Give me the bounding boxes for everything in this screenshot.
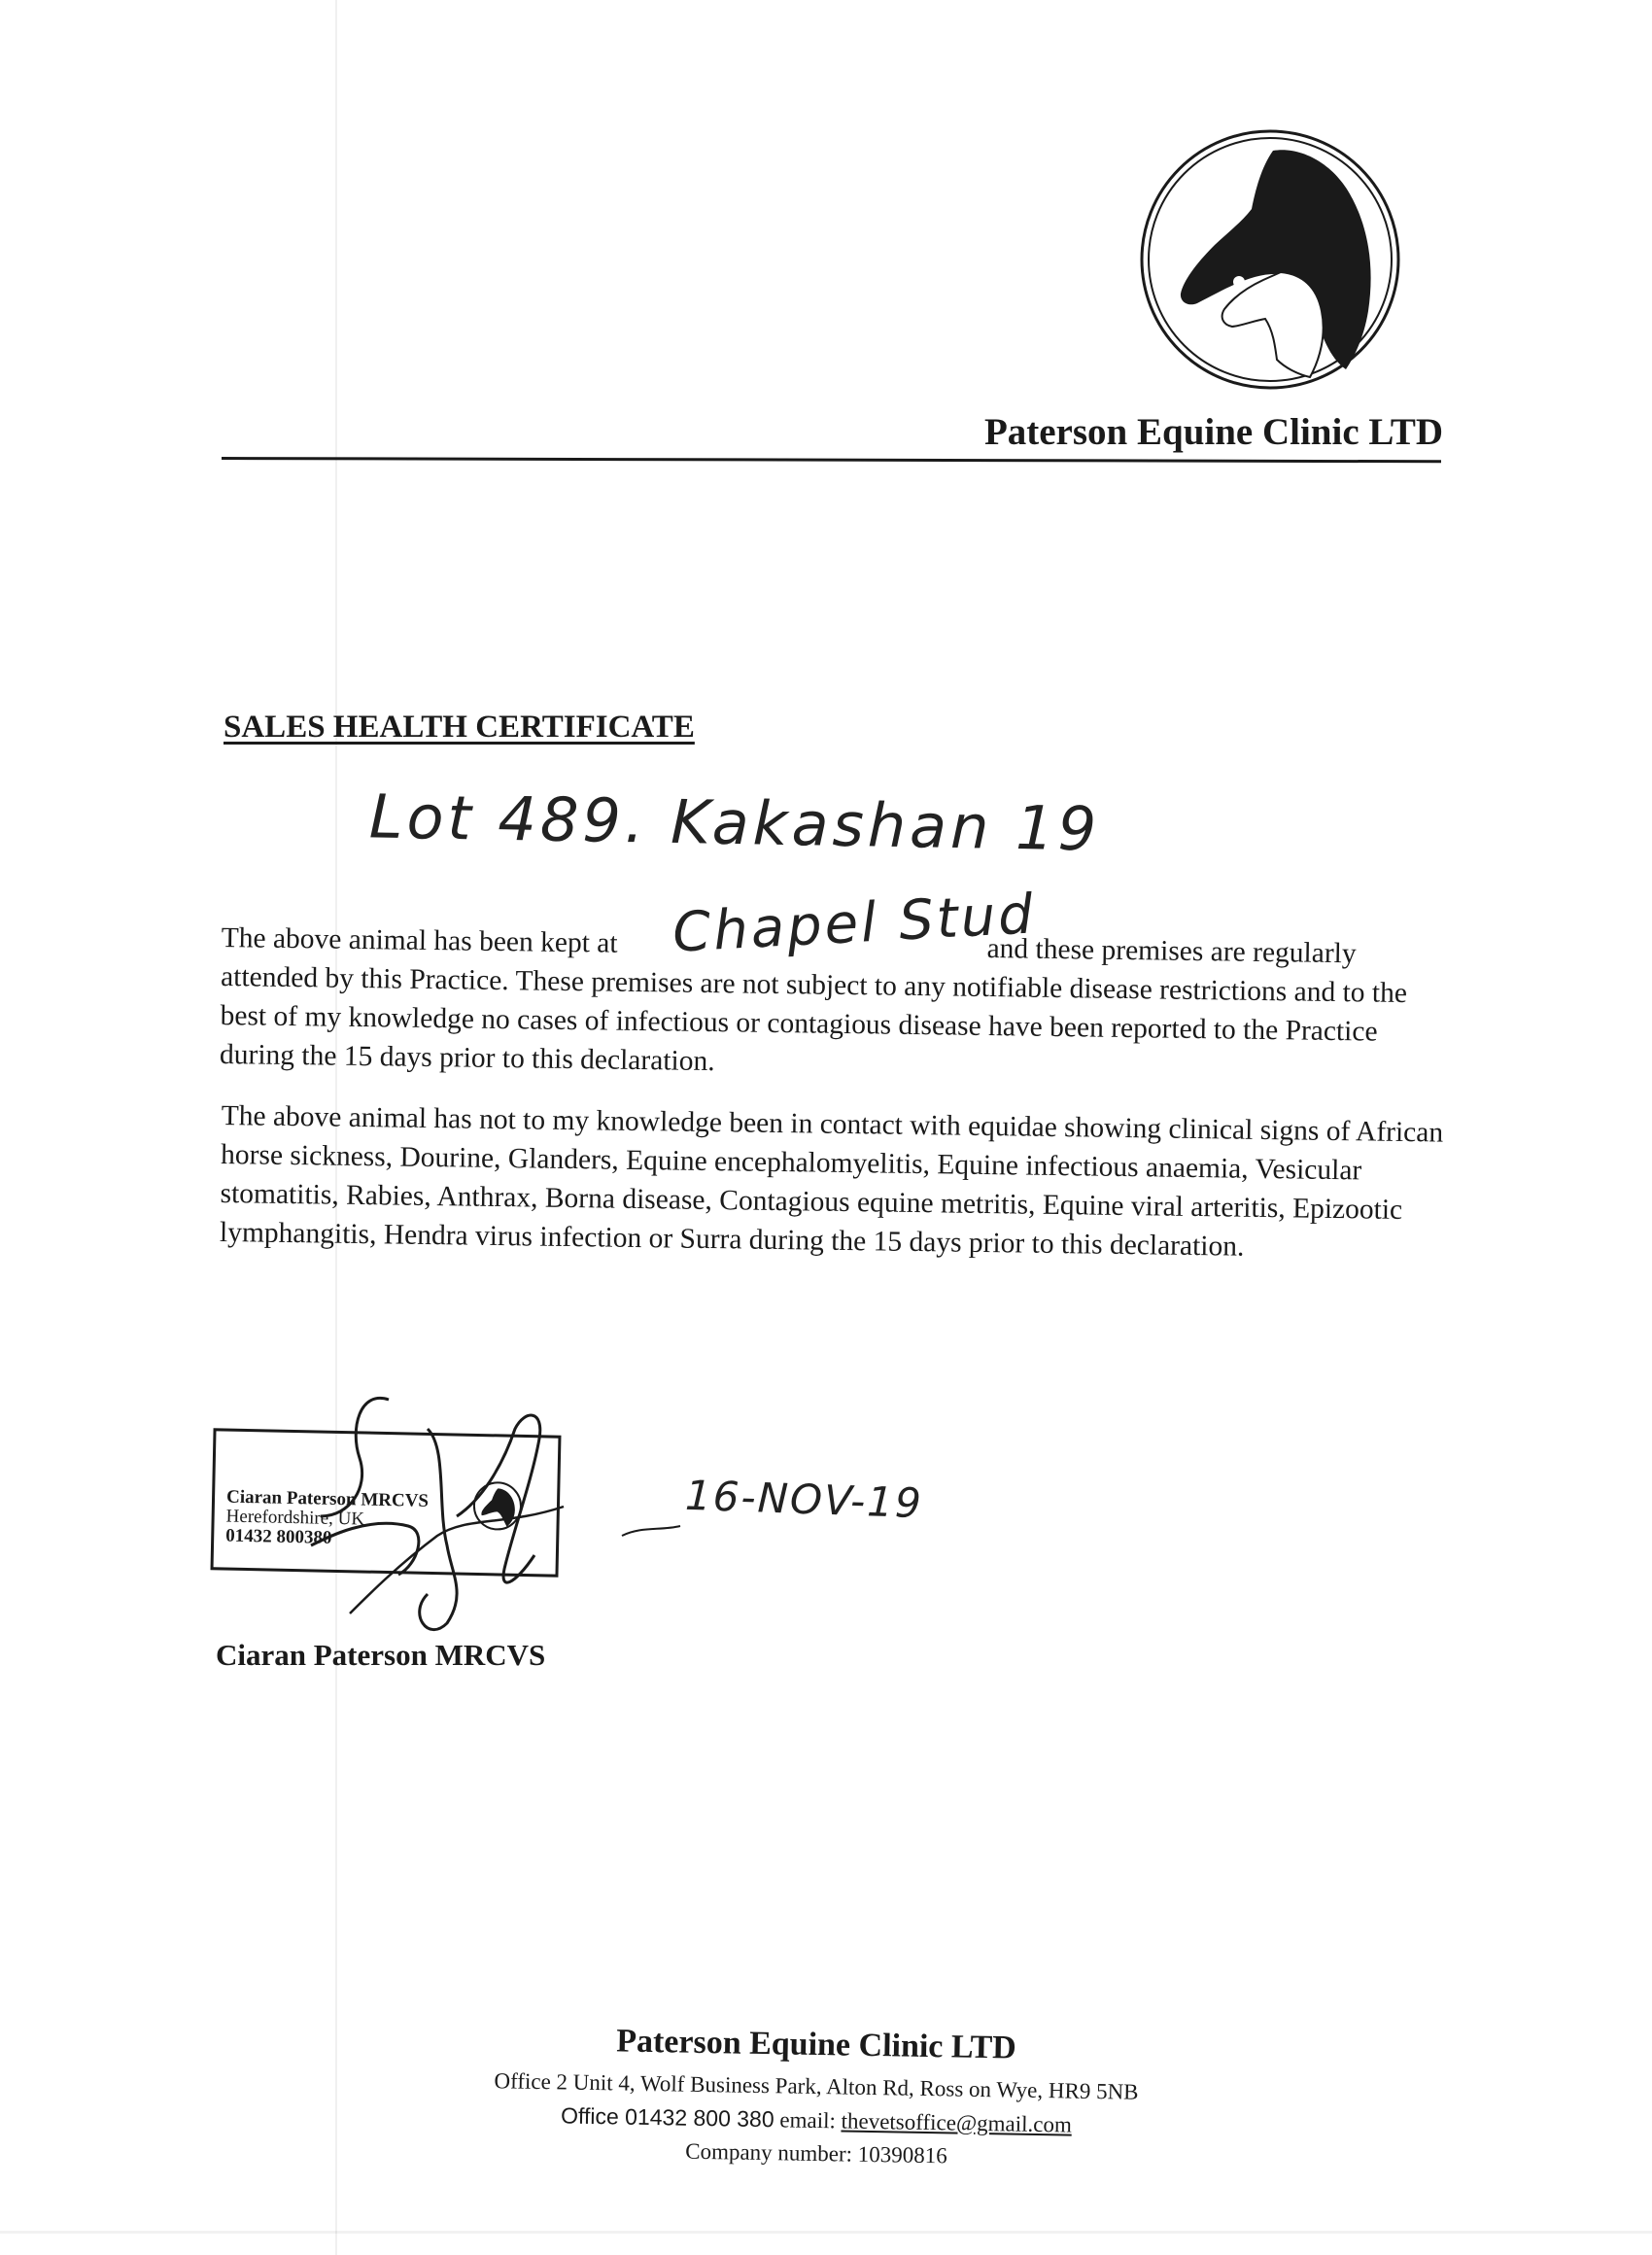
handwritten-date: 16-NOV-19 <box>684 1471 924 1528</box>
handwritten-lot: Lot 489. Kakashan 19 <box>368 781 1101 865</box>
paragraph-premises <box>220 919 1451 1092</box>
paragraph-premises-lead: The above animal has been kept at <box>221 921 618 959</box>
footer-email-link[interactable]: thevetsoffice@gmail.com <box>841 2108 1073 2137</box>
footer-company-number: Company number: 10390816 <box>685 2138 948 2168</box>
paragraph-contact: The above animal has not to my knowledge been in contact with equidae showing clinical signs of African horse sickness, Dourine, Glanders, Equine encephalomyelitis, Equine infectious anaemia, Vesicular stomatitis, Rabies, Anthrax, Borna disease, Contagious equine metritis, Equine viral arteritis, Epizootic lymphangitis, Hendra virus infection or Surra during the 15 days prior to this declaration. <box>219 1099 1444 1263</box>
footer-address: Office 2 Unit 4, Wolf Business Park, Alton Rd, Ross on Wye, HR9 5NB <box>494 2068 1139 2104</box>
stamp-place: Herefordshire, UK <box>225 1506 365 1530</box>
certificate-title: SALES HEALTH CERTIFICATE <box>224 710 695 745</box>
scan-artifact-edge <box>0 2231 1652 2234</box>
footer-contact <box>418 2100 1215 2140</box>
signer-name: Ciaran Paterson MRCVS <box>216 1638 546 1672</box>
stamp-name: Ciaran Paterson MRCVS <box>225 1486 430 1511</box>
horse-head-logo-icon <box>1137 126 1404 394</box>
footer-clinic-name: Paterson Equine Clinic LTD <box>615 2023 1017 2066</box>
handwritten-premises: Chapel Stud <box>671 883 1038 965</box>
footer-office-phone: Office 01432 800 380 <box>560 2102 774 2133</box>
stamp-phone: 01432 800380 <box>225 1525 332 1548</box>
footer-email-label: email: <box>779 2107 837 2134</box>
header-rule <box>222 457 1441 463</box>
clinic-name-heading: Paterson Equine Clinic LTD <box>983 411 1443 453</box>
paragraph-premises-rest: and these premises are regularly attended by this Practice. These premises are not subject to any notifiable disease restrictions and to the best of my knowledge no cases of infectious or contagious disease have been reported to the Practice during the 15 days prior to this declaration. <box>219 933 1408 1078</box>
